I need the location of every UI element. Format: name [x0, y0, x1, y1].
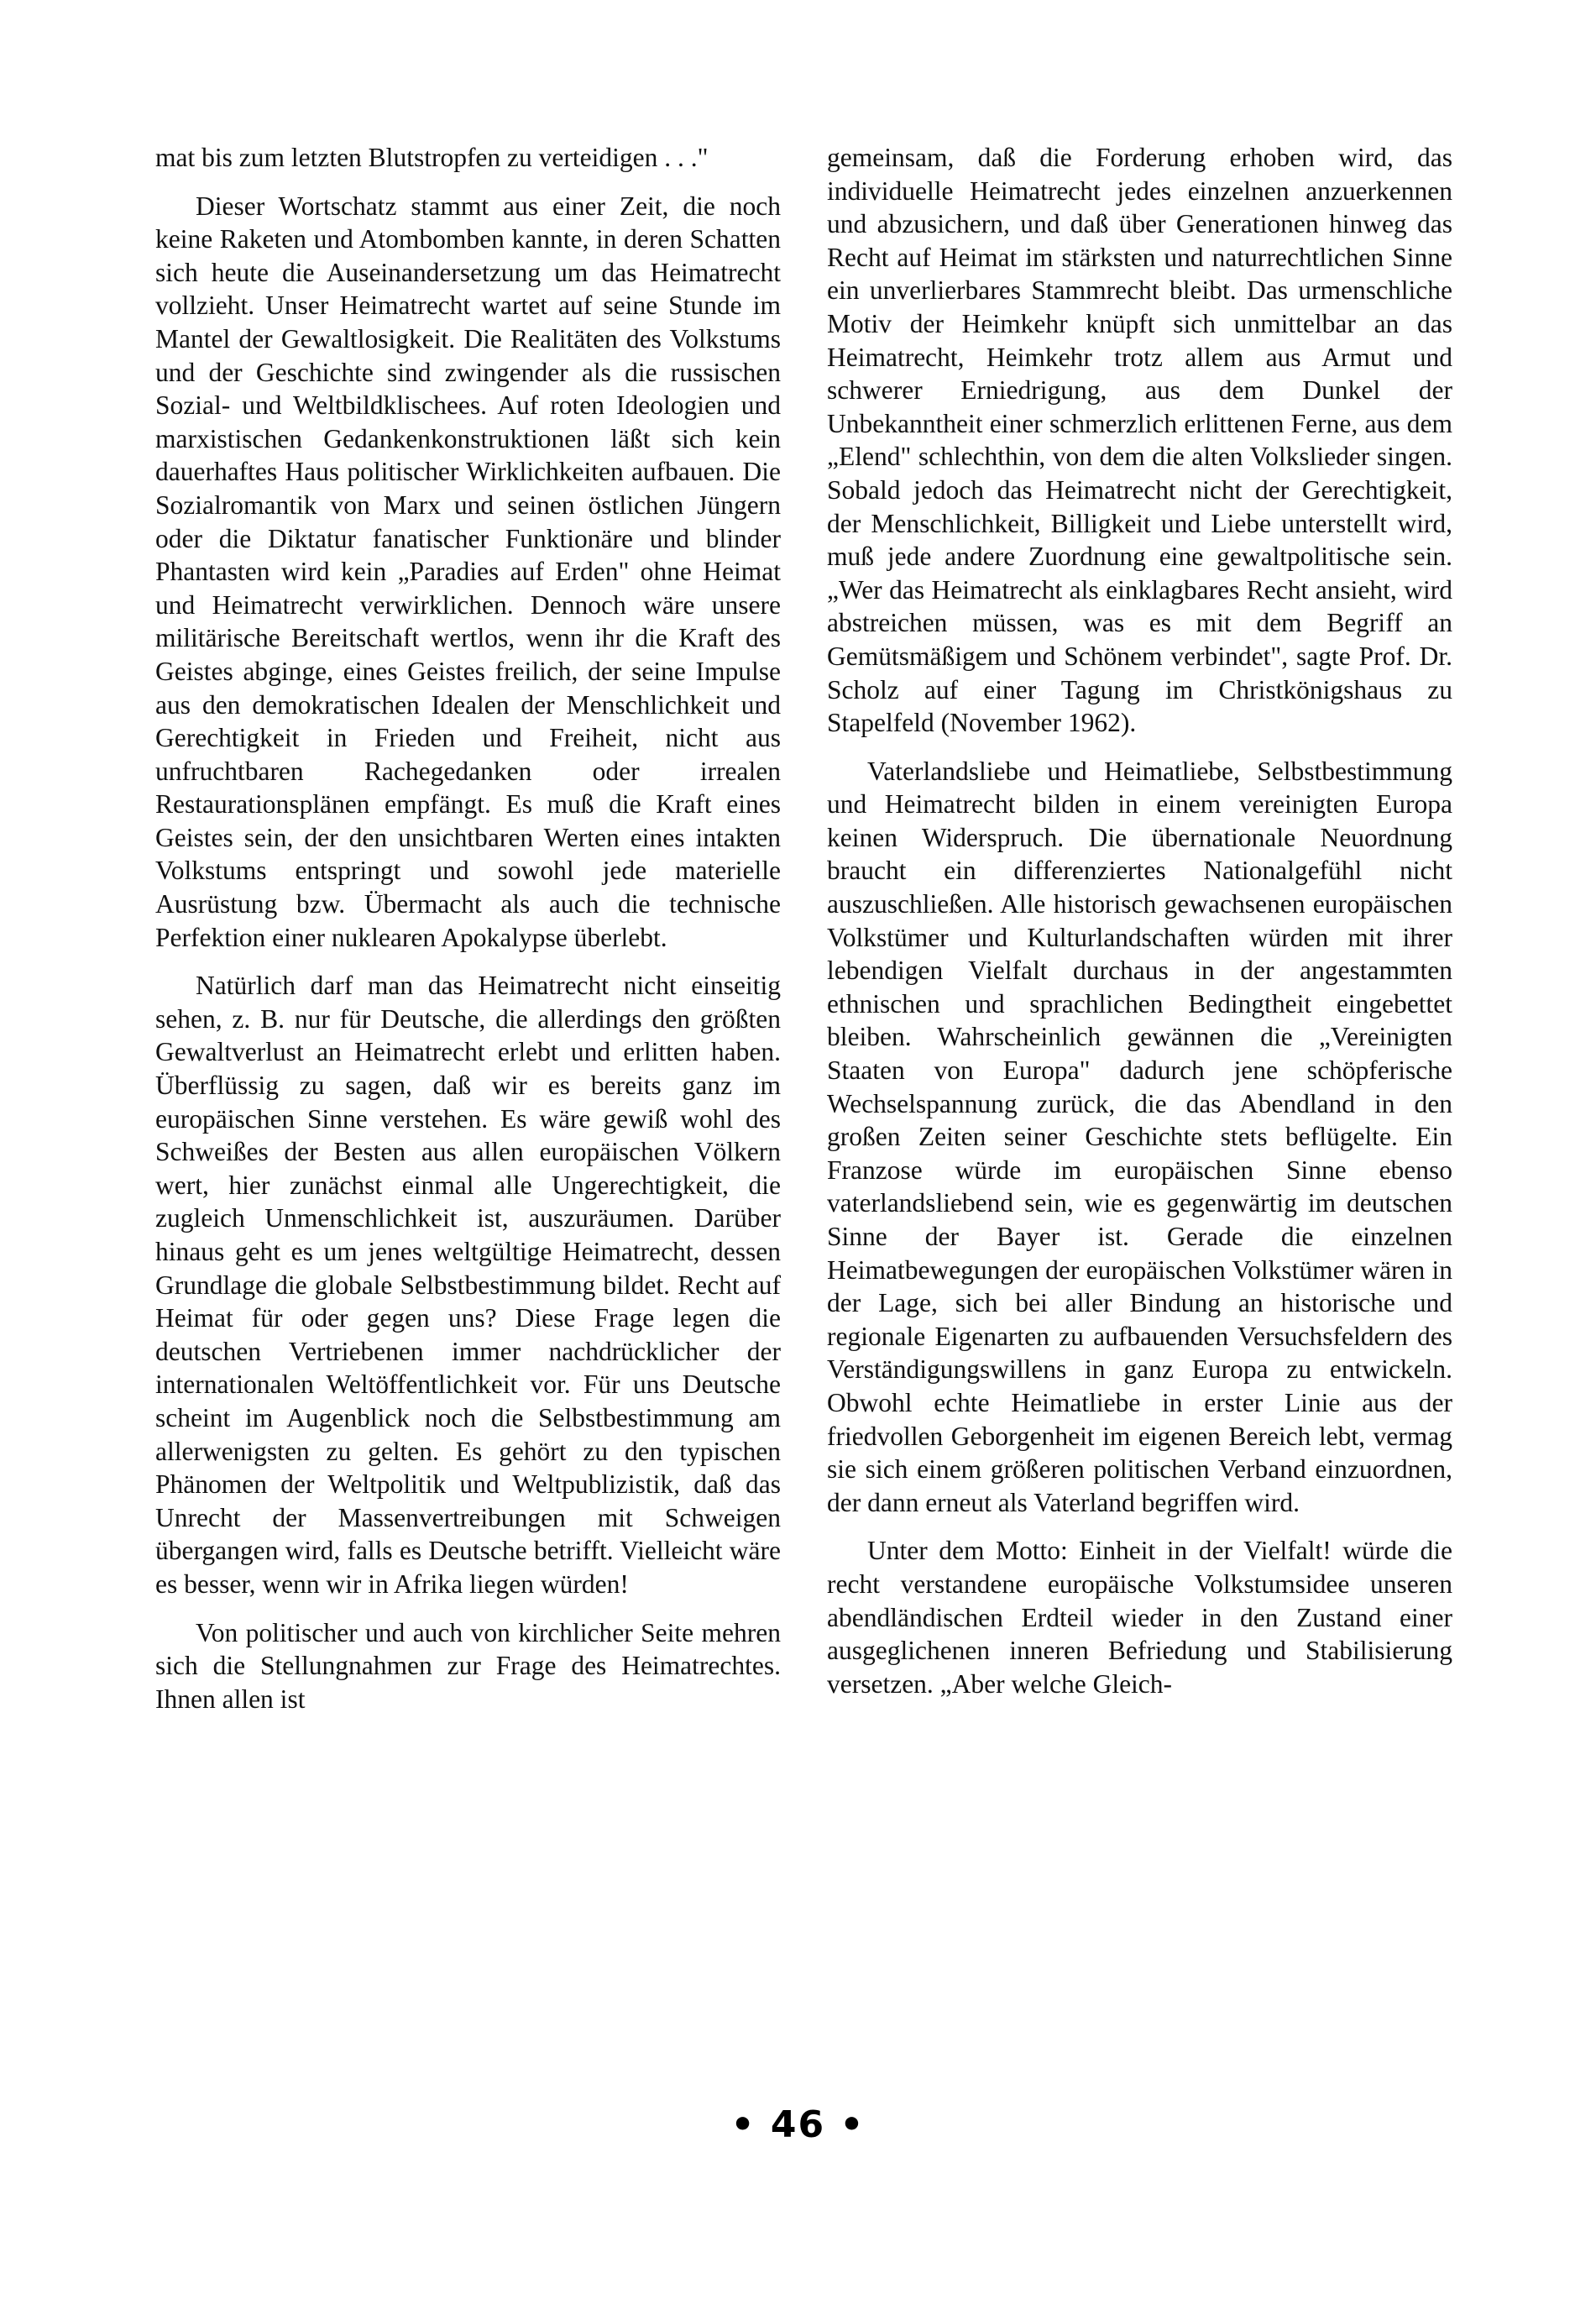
paragraph: Vaterlandsliebe und Heimatliebe, Selbstbestimmung und Heimatrecht bilden in einem vereinigten Europa keinen Widerspruch. Die übernationale Neuordnung braucht ein differenziertes Nationalgefühl nicht auszuschließen. Alle historisch gewachsenen europäischen Volkstümer und Kulturlandschaften würden mit ihrer lebendigen Vielfalt durchaus in der angestammten ethnischen und sprachlichen Bedingtheit eingebettet bleiben. Wahrscheinlich gewännen die „Vereinigten Staaten von Europa" dadurch jene schöpferische Wechselspannung zurück, die das Abendland in den großen Zeiten seiner Geschichte stets beflügelte. Ein Franzose würde im europäischen Sinne ebenso vaterlandsliebend sein, wie es gegenwärtig im deutschen Sinne der Bayer ist. Gerade die einzelnen Heimatbewegungen der europäischen Volkstümer wären in der Lage, sich bei aller Bindung an historische und regionale Eigenarten zu aufbauenden Versuchsfeldern des Verständigungswillens in ganz Europa zu entwickeln. Obwohl echte Heimatliebe in erster Linie aus der friedvollen Geborgenheit im eigenen Bereich lebt, vermag sie sich einem größeren politischen Verband einzuordnen, der dann erneut als Vaterland begriffen wird. [827, 756, 1452, 1517]
paragraph: Von politischer und auch von kirchlicher Seite mehren sich die Stellungnahmen zur Frage des Heimatrechtes. Ihnen allen ist [155, 1617, 781, 1714]
paragraph: Dieser Wortschatz stammt aus einer Zeit, die noch keine Raketen und Atombomben kannte, in deren Schatten sich heute die Auseinandersetzung um das Heimatrecht vollzieht. Unser Heimatrecht wartet auf seine Stunde im Mantel der Gewaltlosigkeit. Die Realitäten des Volkstums und der Geschichte sind zwingender als die russischen Sozial- und Weltbildklischees. Auf roten Ideologien und marxistischen Gedankenkonstruktionen läßt sich kein dauerhaftes Haus politischer Wirklichkeiten aufbauen. Die Sozialromantik von Marx und seinen östlichen Jüngern oder die Diktatur fanatischer Funktionäre und blinder Phantasten wird kein „Paradies auf Erden" ohne Heimat und Heimatrecht verwirklichen. Dennoch wäre unsere militärische Bereitschaft wertlos, wenn ihr die Kraft des Geistes abginge, eines Geistes freilich, der seine Impulse aus den demokratischen Idealen der Menschlichkeit und Gerechtigkeit in Frieden und Freiheit, nicht aus unfruchtbaren Rachegedanken oder irrealen Restaurationsplänen empfängt. Es muß die Kraft eines Geistes sein, der den unsichtbaren Werten eines intakten Volkstums entspringt und sowohl jede materielle Ausrüstung bzw. Übermacht als auch die technische Perfektion einer nuklearen Apokalypse überlebt. [155, 191, 781, 952]
page-number: • 46 • [730, 2103, 866, 2146]
paragraph: Natürlich darf man das Heimatrecht nicht einseitig sehen, z. B. nur für Deutsche, die allerdings den größten Gewaltverlust an Heimatrecht erlebt und erlitten haben. Überflüssig zu sagen, daß wir es bereits ganz im europäischen Sinne verstehen. Es wäre gewiß wohl des Schweißes der Besten aus allen europäischen Völkern wert, hier zunächst einmal alle Ungerechtigkeit, die zugleich Unmenschlichkeit ist, auszuräumen. Darüber hinaus geht es um jenes weltgültige Heimatrecht, dessen Grundlage die globale Selbstbestimmung bildet. Recht auf Heimat für oder gegen uns? Diese Frage legen die deutschen Vertriebenen immer nachdrücklicher der internationalen Weltöffentlichkeit vor. Für uns Deutsche scheint im Augenblick noch die Selbstbestimmung am allerwenigsten zu gelten. Es gehört zu den typischen Phänomen der Weltpolitik und Weltpublizistik, daß das Unrecht der Massenvertreibungen mit Schweigen übergangen wird, falls es Deutsche betrifft. Vielleicht wäre es besser, wenn wir in Afrika liegen würden! [155, 971, 781, 1599]
paragraph: mat bis zum letzten Blutstropfen zu verteidigen . . ." [155, 143, 709, 172]
paragraph: Unter dem Motto: Einheit in der Vielfalt! würde die recht verstandene europäische Volkstumsidee unseren abendländischen Erdteil wieder in den Zustand einer ausgeglichenen inneren Befriedung und Stabilisierung versetzen. „Aber welche Gleich- [827, 1536, 1452, 1699]
paragraph: gemeinsam, daß die Forderung erhoben wird, das individuelle Heimatrecht jedes einzelnen anzuerkennen und abzusichern, und daß über Generationen hinweg das Recht auf Heimat im stärksten und naturrechtlichen Sinne ein unverlierbares Stammrecht bleibt. Das urmenschliche Motiv der Heimkehr knüpft sich unmittelbar an das Heimatrecht, Heimkehr trotz allem aus Armut und schwerer Erniedrigung, aus dem Dunkel der Unbekanntheit einer schmerzlich erlittenen Ferne, aus dem „Elend" schlechthin, von dem die alten Volkslieder singen. Sobald jedoch das Heimatrecht nicht der Gerechtigkeit, der Menschlichkeit, Billigkeit und Liebe unterstellt wird, muß jede andere Zuordnung eine gewaltpolitische sein. „Wer das Heimatrecht als einklagbares Recht ansieht, wird abstreichen müssen, was es mit dem Begriff an Gemütsmäßigem und Schönem verbindet", sagte Prof. Dr. Scholz auf einer Tagung im Christkönigshaus zu Stapelfeld (November 1962). [827, 143, 1452, 738]
left-text-column [155, 141, 781, 1731]
right-text-column [827, 141, 1452, 1715]
